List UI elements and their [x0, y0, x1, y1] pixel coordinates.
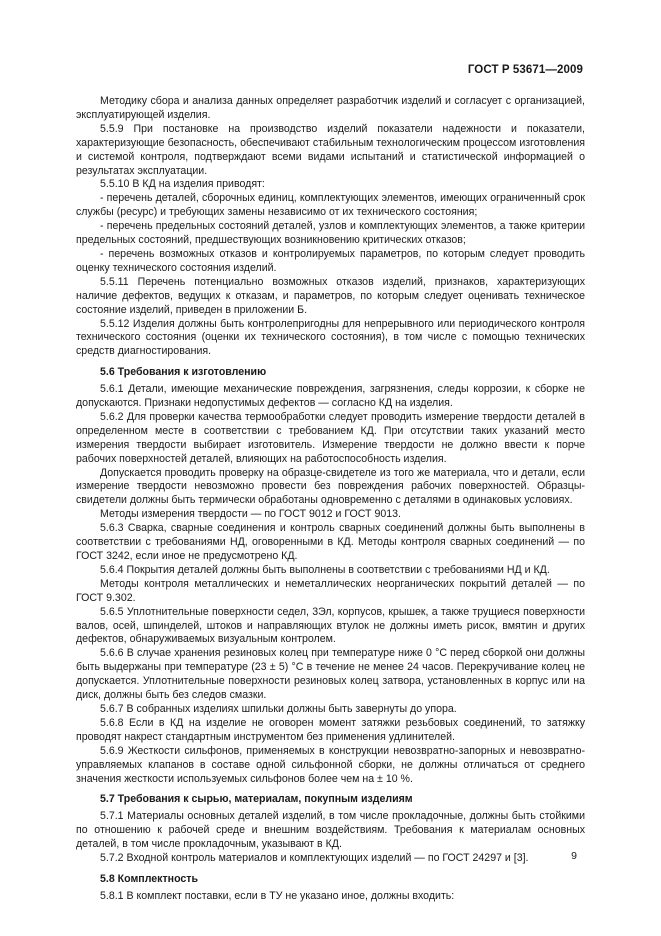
paragraph: Допускается проводить проверку на образце-свидетеле из того же материала, что и детали, если измерение твердости невозможно провести без повреждения рабочих поверхностей. Образцы-свидетели должны быть термически обработаны одновременно с деталями в одинаковых условиях.	[76, 466, 585, 507]
paragraph: 5.6.3 Сварка, сварные соединения и контроль сварных соединений должны быть выполнены в соответствии с требованиями НД, оговоренными в КД. Методы контроля сварных соединений — по ГОСТ 3242, если иное не предусмотрено КД.	[76, 522, 585, 562]
paragraph: - перечень деталей, сборочных единиц, комплектующих элементов, имеющих ограниченный срок службы (ресурс) и требующих замены независимо от их технического состояния;	[76, 192, 585, 219]
paragraph: 5.6.9 Жесткости сильфонов, применяемых в конструкции невозвратно-запорных и невозвратно-управляемых клапанов в составе одной сильфонной сборки, не должны отличаться от среднего значения жесткости используемых сильфонов более чем на ± 10 %.	[76, 744, 585, 785]
paragraph: 5.6.4 Покрытия деталей должны быть выполнены в соответствии с требованиями НД и КД.	[100, 563, 550, 576]
paragraph: 5.7.2 Входной контроль материалов и комплектующих изделий — по ГОСТ 24297 и [3].	[100, 852, 529, 865]
section-heading: 5.8 Комплектность	[100, 872, 198, 885]
paragraph: Методы контроля металлических и неметаллических неорганических покрытий деталей — по ГОСТ 9.302.	[76, 577, 585, 604]
paragraph: 5.8.1 В комплект поставки, если в ТУ не указано иное, должны входить:	[100, 889, 455, 902]
paragraph: 5.6.8 Если в КД на изделие не оговорен момент затяжки резьбовых соединений, то затяжку проводят накрест стандартным инструментом без применения удлинителей.	[76, 716, 585, 743]
paragraph: Методы измерения твердости — по ГОСТ 9012 и ГОСТ 9013.	[100, 508, 401, 521]
paragraph: 5.6.5 Уплотнительные поверхности седел, 3Эл, корпусов, крышек, а также трущиеся поверхности валов, осей, шпинделей, штоков и направляющих втулок не должны иметь рисок, вмятин и других дефектов, обнаруживаемых визуальным контролем.	[76, 605, 585, 646]
paragraph: - перечень возможных отказов и контролируемых параметров, по которым следует проводить оценку технического состояния изделий.	[76, 247, 585, 274]
paragraph: 5.5.11 Перечень потенциально возможных отказов изделий, признаков, характеризующих наличие дефектов, ведущих к отказам, и параметров, по которым следует оценивать техническое состояние изделий, приведен в приложении Б.	[76, 275, 585, 316]
paragraph: Методику сбора и анализа данных определяет разработчик изделий и согласует с организацией, эксплуатирующей изделия.	[76, 95, 585, 121]
page-number: 9	[571, 850, 577, 862]
paragraph: 5.6.2 Для проверки качества термообработки следует проводить измерение твердости деталей в определенном месте в соответствии с требованием КД. При отсутствии таких указаний место измерения твердости выбирает изготовитель. Измерение твердости не должно ввести к порче рабочих поверхностей деталей, влияющих на работоспособность изделия.	[76, 410, 585, 465]
paragraph: 5.5.12 Изделия должны быть контролепригодны для непрерывного или периодического контроля технического состояния (оценки их технического состояния), в том числе с помощью технических средств диагностирования.	[76, 317, 585, 358]
section-heading: 5.6 Требования к изготовлению	[100, 366, 267, 379]
paragraph: - перечень предельных состояний деталей, узлов и комплектующих элементов, а также критерии предельных состояний, предшествующих возникновению критических отказов;	[76, 220, 585, 247]
paragraph: 5.6.6 В случае хранения резиновых колец при температуре ниже 0 °С перед сборкой они должны быть выдержаны при температуре (23 ± 5) °С в течение не менее 24 часов. Перекручивание колец не допускается. Уплотнительные поверхности резиновых колец затвора, установленных в корпус или на диск, должны быть без следов смазки.	[76, 647, 585, 702]
paragraph: 5.5.9 При постановке на производство изделий показатели надежности и показатели, характеризующие безопасность, обеспечивают стабильным технологическим процессом изготовления и системой контроля, подтверждают всеми видами испытаний и статистической информацией о результатах эксплуатации.	[76, 122, 585, 177]
paragraph: 5.5.10 В КД на изделия приводят:	[100, 178, 265, 191]
paragraph: 5.6.1 Детали, имеющие механические повреждения, загрязнения, следы коррозии, к сборке не допускаются. Признаки недопустимых дефектов — согласно КД на изделия.	[76, 383, 585, 410]
document-header: ГОСТ Р 53671—2009	[467, 64, 583, 76]
paragraph: 5.7.1 Материалы основных деталей изделий, в том числе прокладочные, должны быть стойкими по отношению к рабочей среде и внешним воздействиям. Требования к материалам основных деталей, в том числе прокладочным, указывают в КД.	[76, 810, 585, 851]
section-heading: 5.7 Требования к сырью, материалам, покупным изделиям	[100, 793, 413, 806]
document-body	[76, 95, 585, 904]
paragraph: 5.6.7 В собранных изделиях шпильки должны быть завернуты до упора.	[100, 702, 457, 715]
